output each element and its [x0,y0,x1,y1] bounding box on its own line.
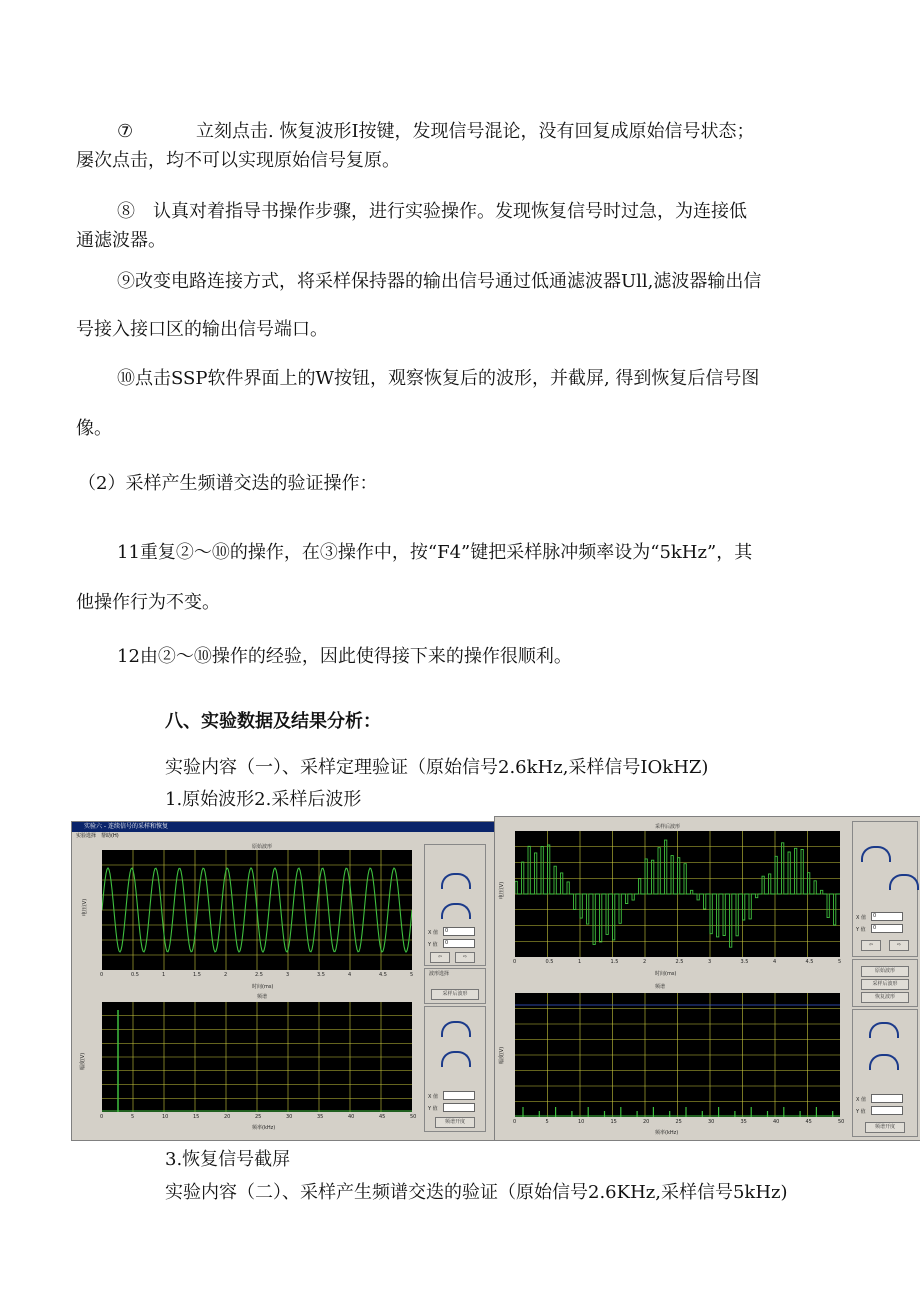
p10-line2: 像。 [76,418,112,439]
p11-line1: 11重复②～⑩的操作，在③操作中，按“F4”键把采样脉冲频率设为“5kHz”，其 [117,542,753,563]
spectrum-plot-left [102,1002,412,1112]
sampled-waveform-button[interactable]: 采样后波形 [861,979,909,990]
axis-tick-label: 4.5 [805,959,814,965]
p7-line1: 立刻点击. 恢复波形I按键，发现信号混论，没有回复成原始信号状态； [196,121,755,142]
plot1-xlabel: 时间(ms) [655,971,677,977]
screenshot-sampled-waveform [494,816,920,1141]
p7-number: ⑦ [117,121,134,142]
plot1-ylabel: 电压(V) [499,881,506,900]
axis-tick-label: 40 [773,1119,780,1125]
dial-icon[interactable] [869,1022,899,1038]
y-value-label: Y 值 [856,927,866,933]
axis-tick-label: 25 [675,1119,682,1125]
section-8-title: 八、实验数据及结果分析： [165,711,381,732]
x-value-field[interactable] [871,1094,903,1103]
x-value-label: X 值 [428,930,439,936]
axis-tick-label: 50 [838,1119,845,1125]
axis-tick-label: 2.5 [255,972,263,978]
dial-icon[interactable] [441,873,471,889]
axis-tick-label: 1.5 [193,972,201,978]
spectrum-scale-button[interactable]: 频谱开度 [435,1117,475,1128]
dial-icon[interactable] [861,846,891,862]
recover-waveform-button[interactable]: 恢复波形 [861,992,909,1003]
axis-tick-label: 30 [708,1119,715,1125]
y-value-label: Y 值 [428,942,438,948]
exp1-title: 实验内容（一）、采样定理验证（原始信号2.6kHz,采样信号IOkHZ) [165,757,709,778]
y-value-field[interactable] [871,1106,903,1115]
axis-tick-label: 15 [193,1114,200,1120]
axis-tick-label: 45 [805,1119,812,1125]
dial-icon[interactable] [889,874,919,890]
axis-tick-label: 0.5 [545,959,554,965]
axis-tick-label: 35 [740,1119,747,1125]
axis-tick-label: 20 [643,1119,650,1125]
x-value-field[interactable] [443,927,475,936]
next-arrow-button[interactable]: ⇨ [455,952,475,963]
p11-line2: 他操作行为不变。 [76,592,220,613]
plot1-title: 采样后波形 [655,824,681,830]
p9-line2: 号接入接口区的输出信号端口。 [76,319,328,340]
axis-tick-label: 10 [162,1114,169,1120]
x-value-field[interactable] [871,912,903,921]
plot2-title: 频谱 [257,994,268,1000]
plot1-xlabel: 时间(ms) [252,984,274,990]
axis-tick-label: 45 [379,1114,386,1120]
x-value-label: X 值 [856,915,867,921]
spectrum-plot-right [515,993,840,1117]
axis-tick-label: 4 [348,972,352,978]
next-arrow-button[interactable]: ⇨ [889,940,909,951]
waveform-select-label: 波形选择 [429,971,450,977]
sampled-waveform-button[interactable]: 采样后波形 [431,989,479,1000]
axis-tick-label: 2 [643,959,647,965]
axis-tick-label: 2 [224,972,228,978]
time-plot-left [102,850,412,970]
original-waveform-button[interactable]: 原始波形 [861,966,909,977]
axis-tick-label: 35 [317,1114,324,1120]
axis-tick-label: 3 [286,972,290,978]
x-value-field[interactable] [443,1091,475,1100]
prev-arrow-button[interactable]: ⇦ [430,952,450,963]
y-value-label: Y 值 [428,1106,438,1112]
p9-line1: ⑨改变电路连接方式，将采样保持器的输出信号通过低通滤波器Ull,滤波器输出信 [117,271,762,292]
x-value: 0 [445,928,449,934]
menu-bar: 实验选择 帮助(H) [76,833,119,839]
axis-tick-label: 3.5 [317,972,325,978]
plot2-title: 频谱 [655,984,666,990]
y-value: 0 [445,940,449,946]
axis-tick-label: 1 [162,972,166,978]
spectrum-scale-button[interactable]: 频谱开度 [865,1122,905,1133]
axis-tick-label: 0 [513,1119,517,1125]
plot2-xlabel: 频率(kHz) [252,1125,276,1131]
axis-tick-label: 4.5 [379,972,387,978]
dial-icon[interactable] [441,1021,471,1037]
figure-3-label: 3.恢复信号截屏 [165,1149,291,1170]
axis-tick-label: 3.5 [740,959,749,965]
axis-tick-label: 10 [578,1119,585,1125]
x-value-label: X 值 [428,1094,439,1100]
plot2-ylabel: 幅度(V) [80,1052,87,1071]
plot2-ylabel: 幅度(V) [499,1046,506,1065]
p10-line1: ⑩点击SSP软件界面上的W按钮，观察恢复后的波形，并截屏, 得到恢复后信号图 [117,368,760,389]
plot1-ylabel: 电压(V) [82,898,89,917]
y-value-label: Y 值 [856,1109,866,1115]
y-value-field[interactable] [871,924,903,933]
axis-tick-label: 30 [286,1114,293,1120]
axis-tick-label: 0.5 [131,972,139,978]
x-value-label: X 值 [856,1097,867,1103]
dial-icon[interactable] [869,1054,899,1070]
axis-tick-label: 20 [224,1114,231,1120]
waveform-select-panel [852,959,918,1007]
y-value-field[interactable] [443,939,475,948]
p8-line2: 通滤波器。 [76,230,166,251]
y-value: 0 [873,925,877,931]
axis-tick-label: 25 [255,1114,262,1120]
y-value-field[interactable] [443,1103,475,1112]
axis-tick-label: 5 [410,972,414,978]
window-title: 实验六 - 连续信号的采样和恢复 [72,822,495,832]
time-plot-right [515,831,840,957]
dial-icon[interactable] [441,903,471,919]
axis-tick-label: 4 [773,959,777,965]
section-2-title: （2）采样产生频谱交迭的验证操作： [78,473,378,494]
prev-arrow-button[interactable]: ⇦ [861,940,881,951]
p12: 12由②～⑩操作的经验，因此使得接下来的操作很顺利。 [117,646,572,667]
axis-tick-label: 0 [100,972,104,978]
axis-tick-label: 5 [838,959,842,965]
control-panel-spectrum [852,1009,918,1137]
screenshot-original-waveform [71,821,496,1141]
axis-tick-label: 0 [513,959,517,965]
exp2-title: 实验内容（二）、采样产生频谱交迭的验证（原始信号2.6KHz,采样信号5kHz) [165,1182,788,1203]
plot1-title: 原始波形 [252,844,273,850]
axis-tick-label: 5 [131,1114,135,1120]
axis-tick-label: 15 [610,1119,617,1125]
axis-tick-label: 1 [578,959,582,965]
plot2-xlabel: 频率(kHz) [655,1130,679,1136]
axis-tick-label: 5 [545,1119,549,1125]
control-panel-time [852,821,918,957]
axis-tick-label: 40 [348,1114,355,1120]
figure-labels: 1.原始波形2.采样后波形 [165,789,362,810]
p8-line1: ⑧ 认真对着指导书操作步骤，进行实验操作。发现恢复信号时过急，为连接低 [117,201,747,222]
p7-line2: 屡次点击，均不可以实现原始信号复原。 [76,150,400,171]
axis-tick-label: 1.5 [610,959,619,965]
control-panel-spectrum [424,1006,486,1132]
axis-tick-label: 3 [708,959,712,965]
x-value: 0 [873,913,877,919]
axis-tick-label: 50 [410,1114,417,1120]
control-panel-time [424,844,486,966]
axis-tick-label: 2.5 [675,959,684,965]
axis-tick-label: 0 [100,1114,104,1120]
dial-icon[interactable] [441,1051,471,1067]
waveform-select-panel [424,968,486,1004]
